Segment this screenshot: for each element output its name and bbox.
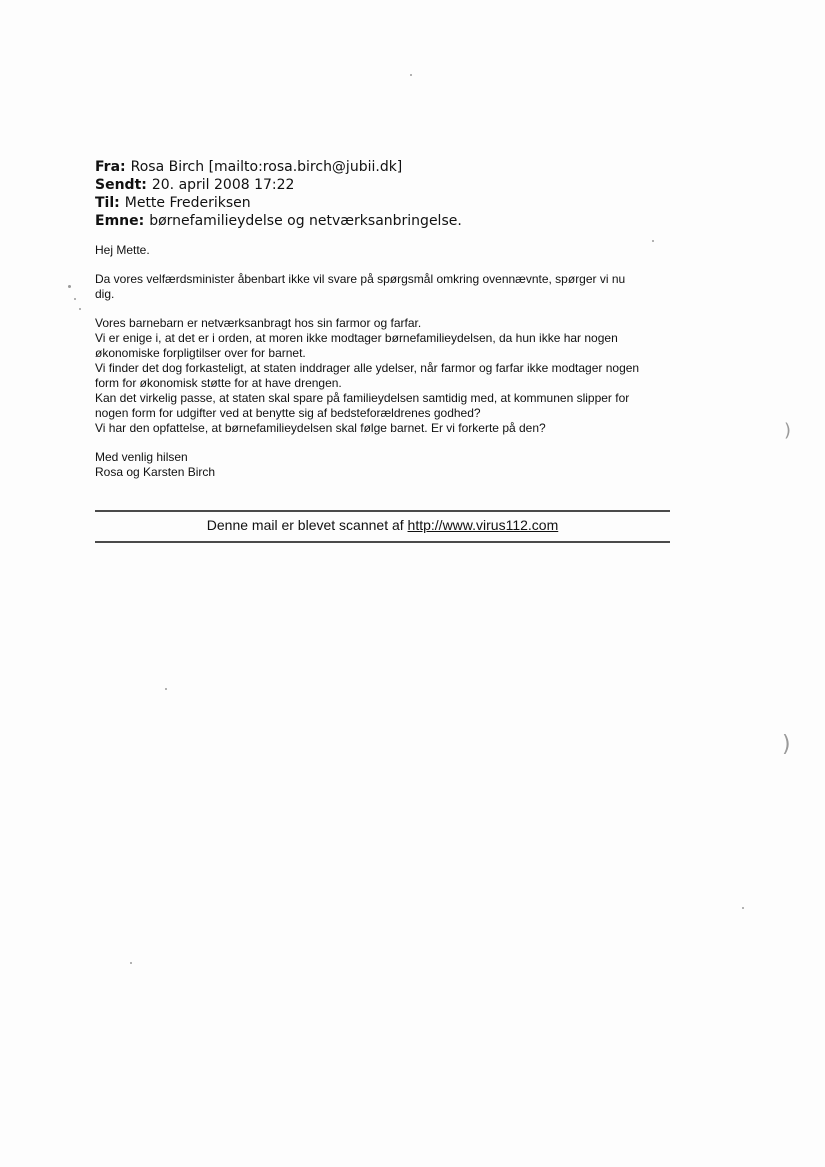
scan-speck bbox=[68, 285, 71, 288]
virus-scan-notice bbox=[95, 516, 670, 534]
closing-line: Med venlig hilsen bbox=[95, 450, 188, 464]
body-line: Vi finder det dog forkasteligt, at staten inddrager alle ydelser, når farmor og farfar ikke modtager nogen bbox=[95, 361, 640, 375]
scan-speck bbox=[410, 74, 412, 76]
hole-punch-mark: ) bbox=[784, 420, 792, 441]
greeting bbox=[95, 243, 685, 258]
scan-speck bbox=[130, 962, 132, 964]
body-line: Vores barnebarn er netværksanbragt hos sin farmor og farfar. bbox=[95, 316, 422, 330]
subject-value: børnefamilieydelse og netværksanbringelse. bbox=[149, 213, 462, 229]
to-label: Til: bbox=[95, 195, 120, 211]
email-body bbox=[95, 243, 685, 494]
body-line: Da vores velfærdsminister åbenbart ikke vil svare på spørgsmål omkring ovennævnte, spørger vi nu bbox=[95, 272, 626, 286]
body-line: nogen form for udgifter ved at benytte sig af bedsteforældrenes godhed? bbox=[95, 406, 481, 420]
paragraph-1 bbox=[95, 272, 685, 302]
from-label: Fra: bbox=[95, 159, 126, 175]
divider-bottom bbox=[95, 541, 670, 543]
to-value: Mette Frederiksen bbox=[124, 195, 251, 211]
scan-speck bbox=[74, 298, 76, 300]
greeting-line: Hej Mette. bbox=[95, 243, 150, 257]
body-line: form for økonomisk støtte for at have drengen. bbox=[95, 376, 342, 390]
sent-value: 20. april 2008 17:22 bbox=[151, 177, 295, 193]
sent-row bbox=[95, 176, 462, 194]
scan-speck bbox=[742, 907, 744, 909]
scan-speck bbox=[652, 240, 654, 242]
scan-speck bbox=[165, 688, 167, 690]
body-line: dig. bbox=[95, 287, 115, 301]
scan-speck bbox=[79, 308, 81, 310]
hole-punch-mark: ) bbox=[782, 732, 791, 757]
divider-top bbox=[95, 510, 670, 512]
body-line: Kan det virkelig passe, at staten skal spare på familieydelsen samtidig med, at kommunen slipper for bbox=[95, 391, 630, 405]
subject-row bbox=[95, 212, 462, 230]
body-line: Vi har den opfattelse, at børnefamilieydelsen skal følge barnet. Er vi forkerte på den? bbox=[95, 421, 546, 435]
sent-label: Sendt: bbox=[95, 177, 147, 193]
from-value: Rosa Birch [mailto:rosa.birch@jubii.dk] bbox=[130, 159, 403, 175]
email-header bbox=[95, 158, 462, 230]
paragraph-2 bbox=[95, 316, 685, 436]
signature bbox=[95, 450, 685, 480]
signature-name: Rosa og Karsten Birch bbox=[95, 465, 216, 479]
body-line: Vi er enige i, at det er i orden, at moren ikke modtager børnefamilieydelsen, da hun ikke har nogen bbox=[95, 331, 618, 345]
body-line: økonomiske forpligtilser over for barnet. bbox=[95, 346, 306, 360]
to-row bbox=[95, 194, 462, 212]
from-row bbox=[95, 158, 462, 176]
subject-label: Emne: bbox=[95, 213, 145, 229]
scan-link[interactable]: http://www.virus112.com bbox=[407, 517, 559, 533]
scan-text: Denne mail er blevet scannet af bbox=[206, 517, 404, 533]
